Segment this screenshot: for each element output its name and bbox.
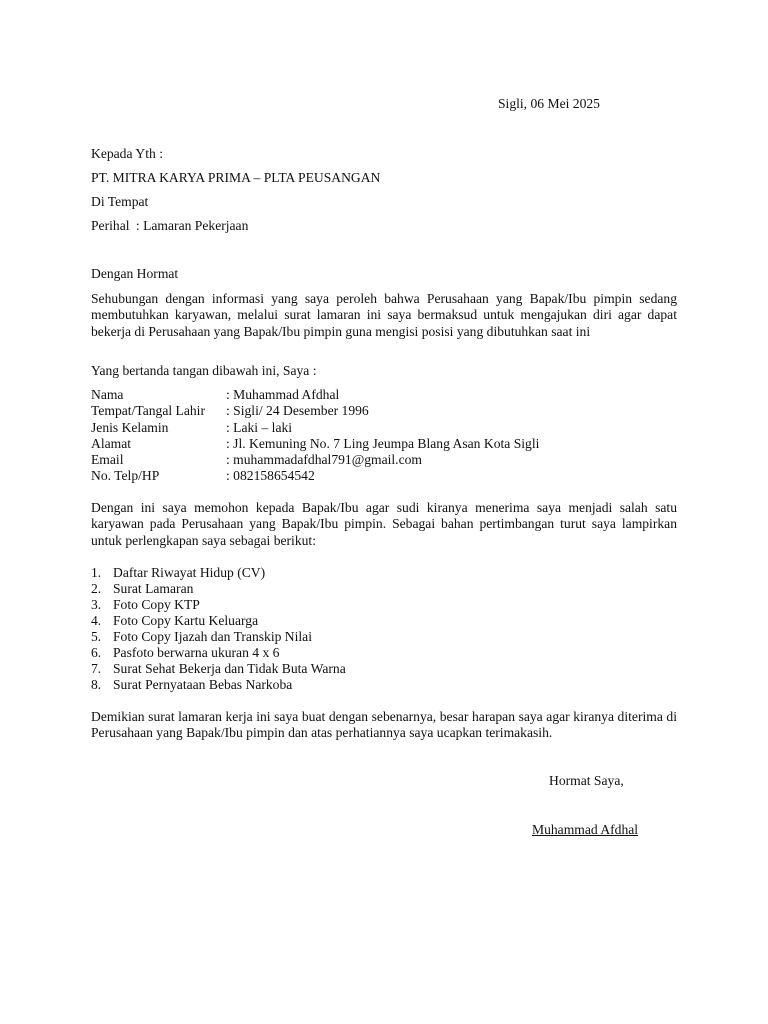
- list-item-number: 8.: [91, 677, 102, 692]
- list-item-text: Foto Copy Ijazah dan Transkip Nilai: [113, 629, 312, 644]
- list-item-number: 6.: [91, 645, 102, 660]
- greeting: Dengan Hormat: [91, 266, 179, 281]
- detail-label: Tempat/Tangal Lahir: [91, 403, 205, 418]
- recipient-company: PT. MITRA KARYA PRIMA – PLTA PEUSANGAN: [91, 170, 381, 185]
- list-item-text: Foto Copy KTP: [113, 597, 200, 612]
- intro-paragraph: Sehubungan dengan informasi yang saya peroleh bahwa Perusahaan yang Bapak/Ibu pimpin sedang membutuhkan karyawan, melalui surat lamaran ini saya bermaksud untuk mengajukan diri agar dapat bekerja di Perusahaan yang Bapak/Ibu pimpin guna mengisi posisi yang dibutuhkan saat ini: [91, 291, 677, 339]
- list-item-number: 4.: [91, 613, 102, 628]
- detail-label: No. Telp/HP: [91, 468, 160, 483]
- detail-label: Alamat: [91, 436, 132, 451]
- list-item-number: 5.: [91, 629, 102, 644]
- signer-intro: Yang bertanda tangan dibawah ini, Saya :: [91, 363, 317, 378]
- detail-value: : 082158654542: [226, 468, 315, 483]
- detail-value: : Muhammad Afdhal: [226, 387, 340, 402]
- detail-row: [91, 452, 691, 468]
- list-item-number: 7.: [91, 661, 102, 676]
- recipient-place: Di Tempat: [91, 194, 149, 209]
- detail-row: [91, 420, 691, 436]
- detail-label: Jenis Kelamin: [91, 420, 169, 435]
- list-item-text: Surat Lamaran: [113, 581, 194, 596]
- subject-label: Perihal: [91, 218, 130, 233]
- letter-date: Sigli, 06 Mei 2025: [498, 96, 600, 111]
- detail-value: : Jl. Kemuning No. 7 Ling Jeumpa Blang Asan Kota Sigli: [226, 436, 540, 451]
- detail-row: [91, 403, 691, 419]
- subject-line: [91, 218, 248, 234]
- list-item-text: Daftar Riwayat Hidup (CV): [113, 565, 266, 580]
- detail-row: [91, 387, 691, 403]
- detail-value: : Sigli/ 24 Desember 1996: [226, 403, 369, 418]
- sign-off: Hormat Saya,: [549, 773, 624, 788]
- list-item-text: Pasfoto berwarna ukuran 4 x 6: [113, 645, 280, 660]
- recipient-salutation: Kepada Yth :: [91, 146, 163, 161]
- subject-value: : Lamaran Pekerjaan: [135, 218, 249, 233]
- list-item-number: 1.: [91, 565, 102, 580]
- detail-value: : Laki – laki: [226, 420, 293, 435]
- list-item-number: 2.: [91, 581, 102, 596]
- signature-name: Muhammad Afdhal: [532, 822, 639, 837]
- detail-row: [91, 436, 691, 452]
- list-item-number: 3.: [91, 597, 102, 612]
- detail-row: [91, 468, 691, 484]
- list-item-text: Surat Sehat Bekerja dan Tidak Buta Warna: [113, 661, 346, 676]
- detail-label: Nama: [91, 387, 124, 402]
- detail-label: Email: [91, 452, 124, 467]
- request-paragraph: Dengan ini saya memohon kepada Bapak/Ibu agar sudi kiranya menerima saya menjadi salah satu karyawan pada Perusahaan yang Bapak/Ibu pimpin. Sebagai bahan pertimbangan turut saya lampirkan untuk perlengkapan saya sebagai berikut:: [91, 500, 677, 548]
- list-item-text: Surat Pernyataan Bebas Narkoba: [113, 677, 293, 692]
- closing-paragraph: Demikian surat lamaran kerja ini saya buat dengan sebenarnya, besar harapan saya agar kiranya diterima di Perusahaan yang Bapak/Ibu pimpin dan atas perhatiannya saya ucapkan terimakasih.: [91, 709, 677, 741]
- detail-value: : muhammadafdhal791@gmail.com: [226, 452, 422, 467]
- list-item-text: Foto Copy Kartu Keluarga: [113, 613, 259, 628]
